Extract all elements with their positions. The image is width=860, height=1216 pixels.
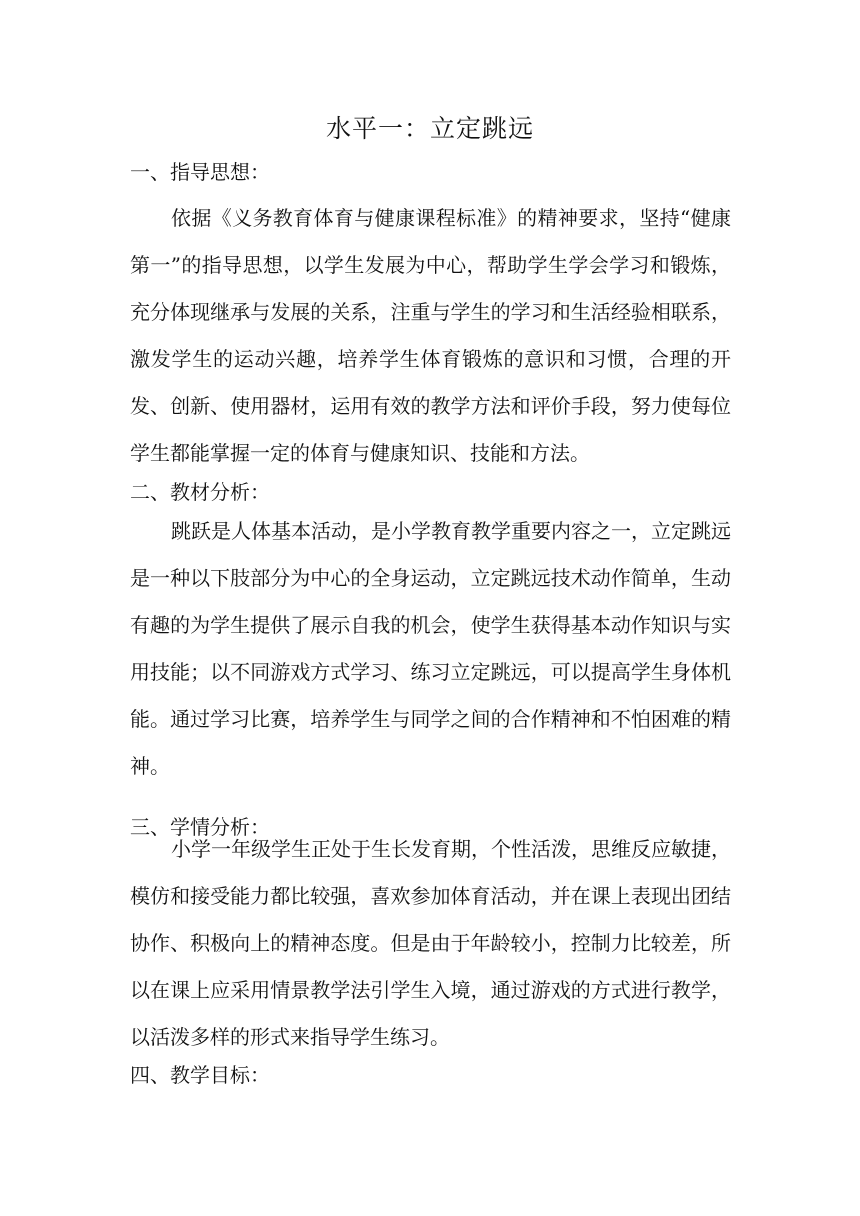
section-heading-student-analysis: 三、学情分析： bbox=[130, 815, 270, 839]
document-title: 水平一：立定跳远 bbox=[325, 114, 534, 143]
section-body-material-analysis: 跳跃是人体基本活动，是小学教育教学重要内容之一，立定跳远是一种以下肢部分为中心的全身运动，立定跳远技术动作简单，生动有趣的为学生提供了展示自我的机会，使学生获得基本动作知识与实用技能；以不同游戏方式学习、练习立定跳远，可以提高学生身体机能。通过学习比赛，培养学生与同学之间的合作精神和不怕困难的精神。 bbox=[130, 519, 731, 778]
section-heading-guiding-ideology: 一、指导思想： bbox=[130, 160, 270, 184]
section-body-student-analysis: 小学一年级学生正处于生长发育期，个性活泼，思维反应敏捷，模仿和接受能力都比较强，喜欢参加体育活动，并在课上表现出团结协作、积极向上的精神态度。但是由于年龄较小，控制力比较差，所以在课上应采用情景教学法引学生入境，通过游戏的方式进行教学，以活泼多样的形式来指导学生练习。 bbox=[130, 837, 731, 1049]
section-body-guiding-ideology: 依据《义务教育体育与健康课程标准》的精神要求，坚持“健康第一”的指导思想，以学生发展为中心，帮助学生学会学习和锻炼，充分体现继承与发展的关系，注重与学生的学习和生活经验相联系，激发学生的运动兴趣，培养学生体育锻炼的意识和习惯，合理的开发、创新、使用器材，运用有效的教学方法和评价手段，努力使每位学生都能掌握一定的体育与健康知识、技能和方法。 bbox=[130, 206, 731, 465]
section-heading-teaching-objectives: 四、教学目标： bbox=[130, 1063, 270, 1087]
section-heading-material-analysis: 二、教材分析： bbox=[130, 480, 270, 504]
